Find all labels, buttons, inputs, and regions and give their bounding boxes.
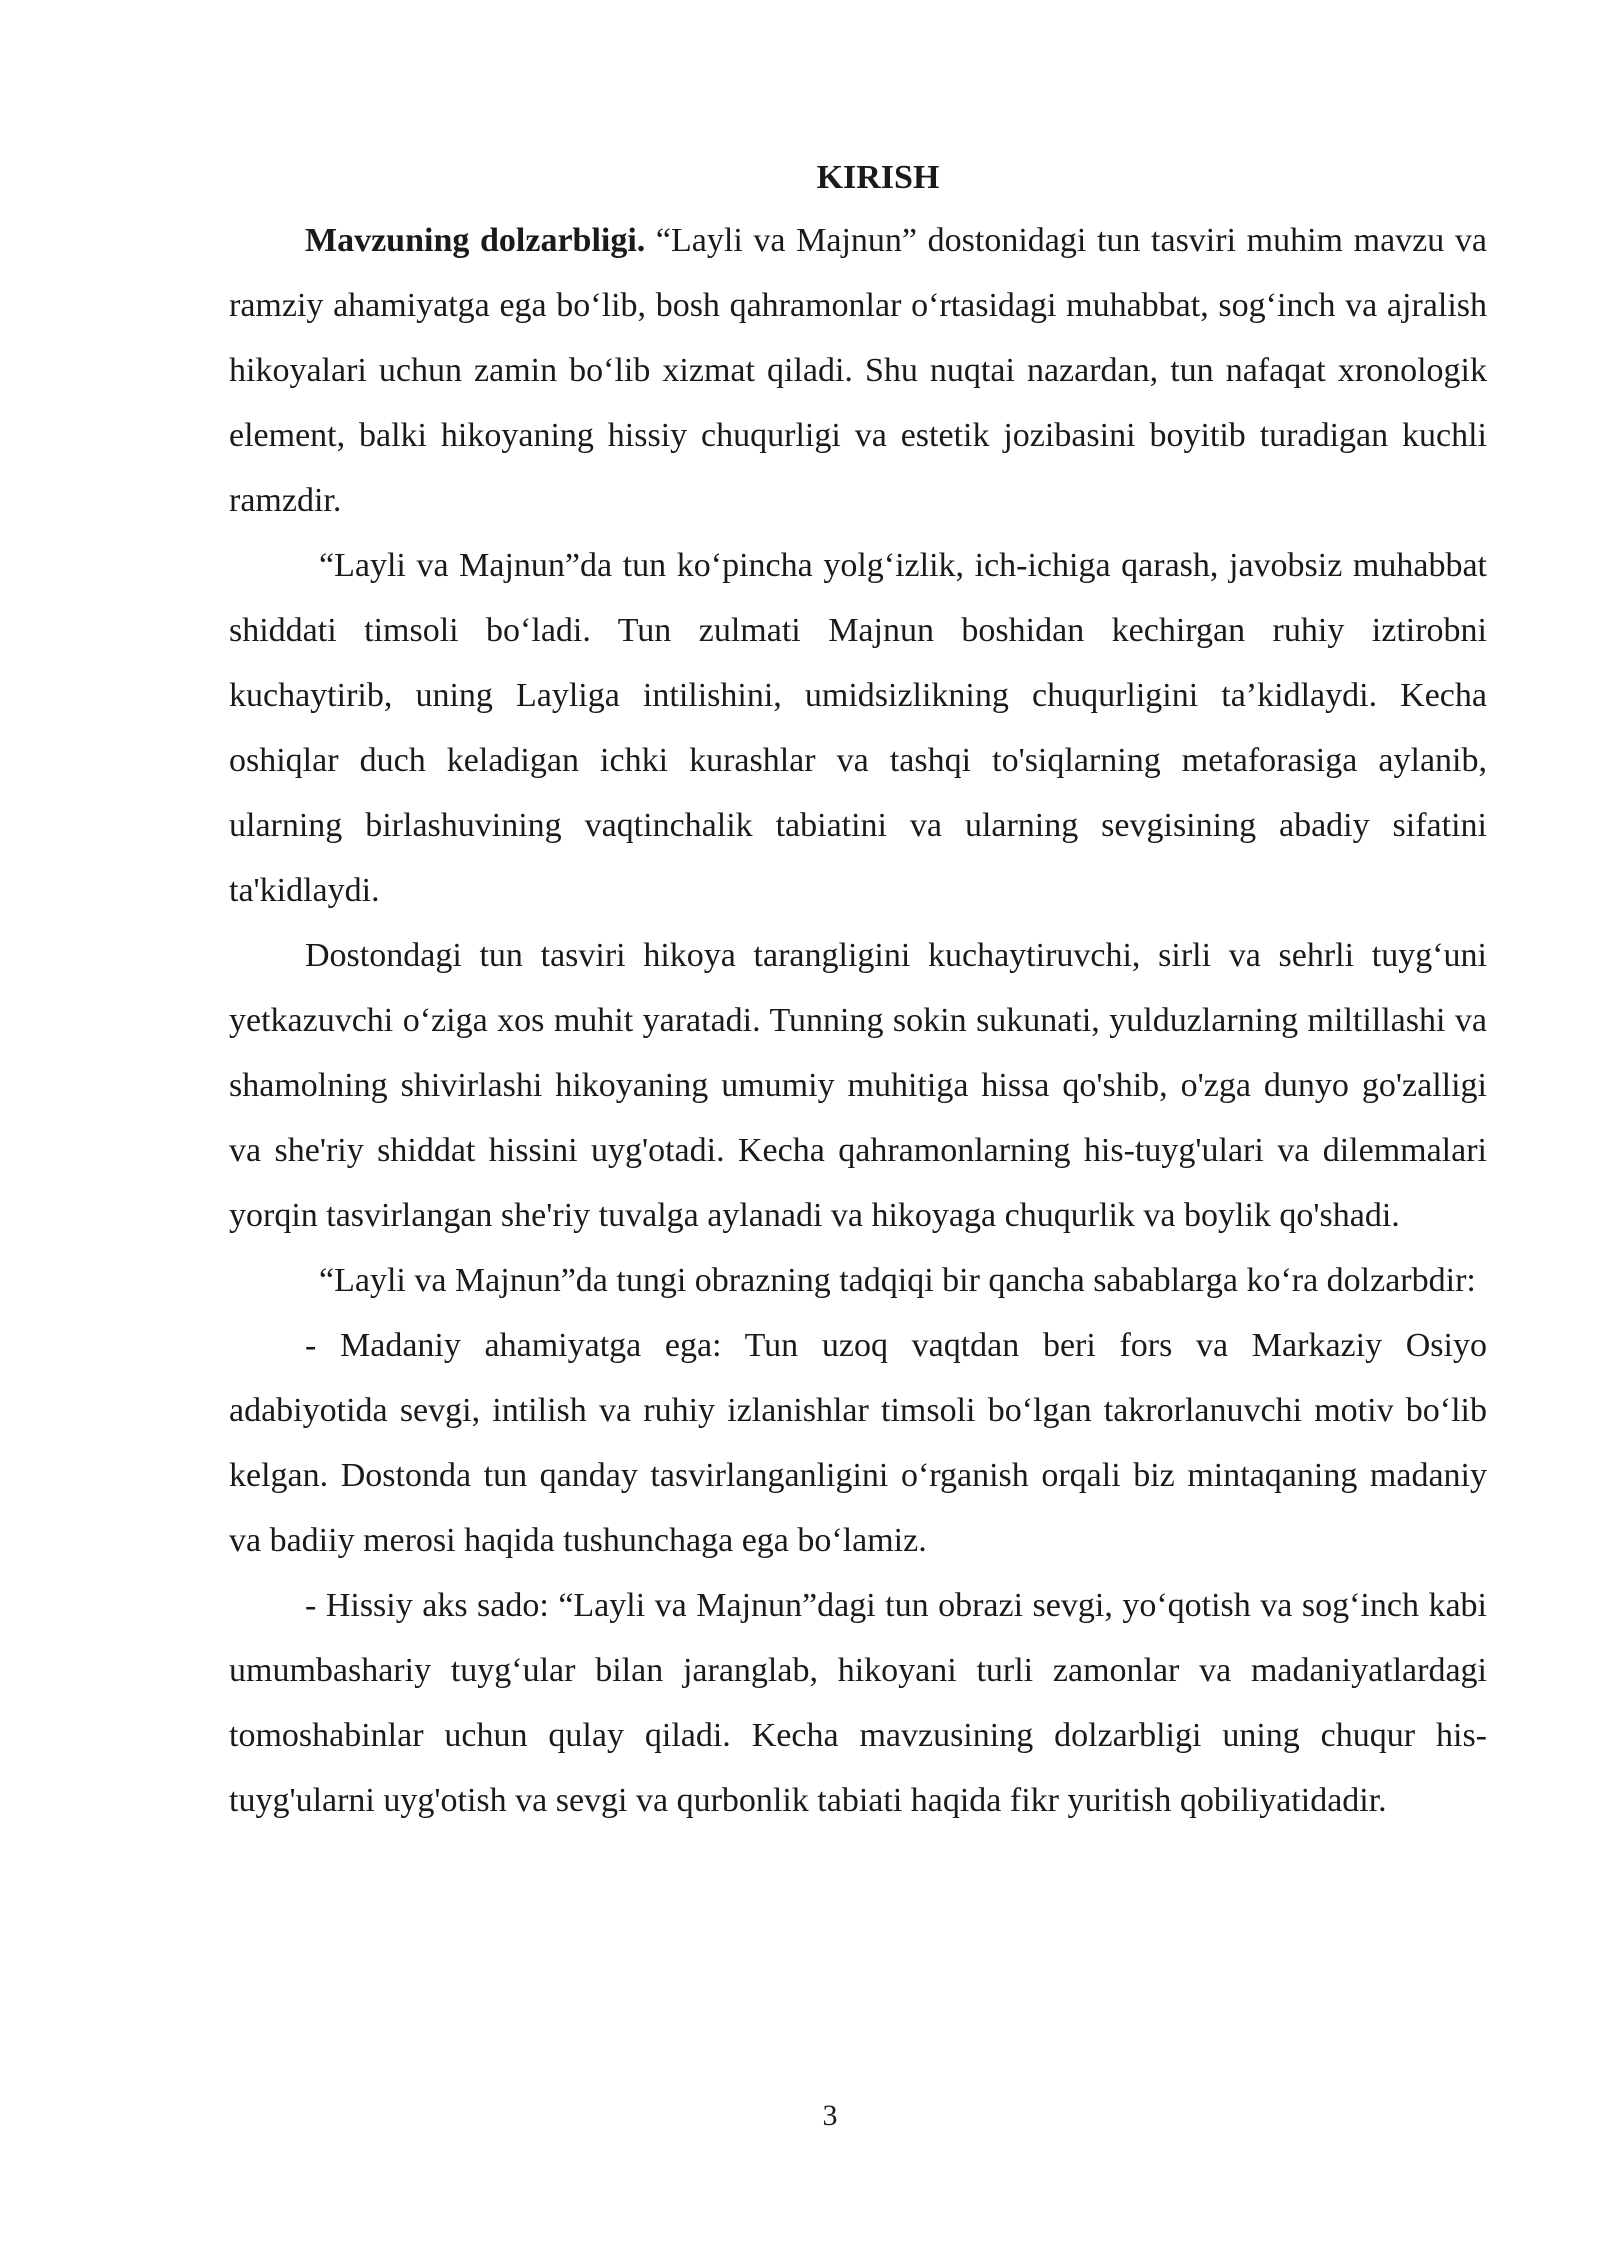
paragraph-atmosphere bbox=[229, 923, 1487, 1248]
paragraph-night-symbol bbox=[229, 533, 1487, 923]
section-heading: KIRISH bbox=[816, 159, 940, 196]
paragraph-text: Dostondagi tun tasviri hikoya tarangligini kuchaytiruvchi, sirli va sehrli tuyg‘uni yetkazuvchi o‘ziga xos muhit yaratadi. Tunning sokin sukunati, yulduzlarning miltillashi va shamolning shivirlashi hikoyaning umumiy muhitiga hissa qo'shib, o'zga dunyo go'zalligi va she'riy shiddat hissini uyg'otadi. Kecha qahramonlarning his-tuyg'ulari va dilemmalari yorqin tasvirlangan she'riy tuvalga aylanadi va hikoyaga chuqurlik va boylik qo'shadi. bbox=[229, 937, 1487, 1234]
page-number: 3 bbox=[822, 2099, 838, 2132]
page-body bbox=[229, 148, 1487, 1833]
paragraph-text: “Layli va Majnun”da tungi obrazning tadqiqi bir qancha sabablarga ko‘ra dolzarbdir: bbox=[319, 1262, 1476, 1299]
paragraph-text: - Madaniy ahamiyatga ega: Tun uzoq vaqtdan beri fors va Markaziy Osiyo adabiyotida sevgi, intilish va ruhiy izlanishlar timsoli bo‘lgan takrorlanuvchi motiv bo‘lib kelgan. Dostonda tun qanday tasvirlanganligini o‘rganish orqali biz mintaqaning madaniy va badiiy merosi haqida tushunchaga ega bo‘lamiz. bbox=[229, 1327, 1487, 1559]
paragraph-text: - Hissiy aks sado: “Layli va Majnun”dagi tun obrazi sevgi, yo‘qotish va sog‘inch kabi umumbashariy tuyg‘ular bilan jaranglab, hikoyani turli zamonlar va madaniyatlardagi tomoshabinlar uchun qulay qiladi. Kecha mavzusining dolzarbligi uning chuqur his-tuyg'ularni uyg'otish va sevgi va qurbonlik tabiati haqida fikr yuritish qobiliyatidadir. bbox=[229, 1587, 1487, 1819]
paragraph-reasons-intro bbox=[229, 1248, 1487, 1313]
paragraph-text: “Layli va Majnun”da tun ko‘pincha yolg‘izlik, ich-ichiga qarash, javobsiz muhabbat shiddati timsoli bo‘ladi. Tun zulmati Majnun boshidan kechirgan ruhiy iztirobni kuchaytirib, uning Layliga intilishini, umidsizlikning chuqurligini ta’kidlaydi. Kecha oshiqlar duch keladigan ichki kurashlar va tashqi to'siqlarning metaforasiga aylanib, ularning birlashuvining vaqtinchalik tabiatini va ularning sevgisining abadiy sifatini ta'kidlaydi. bbox=[229, 547, 1487, 909]
paragraph-text: “Layli va Majnun” dostonidagi tun tasviri muhim mavzu va ramziy ahamiyatga ega bo‘lib, bosh qahramonlar o‘rtasidagi muhabbat, sog‘inch va ajralish hikoyalari uchun zamin bo‘lib xizmat qiladi. Shu nuqtai nazardan, tun nafaqat xronologik element, balki hikoyaning hissiy chuqurligi va estetik jozibasini boyitib turadigan kuchli ramzdir. bbox=[229, 222, 1487, 519]
paragraph-relevance bbox=[229, 208, 1487, 533]
list-item-emotional bbox=[229, 1573, 1487, 1833]
paragraph-lead: Mavzuning dolzarbligi. bbox=[305, 222, 646, 259]
list-item-cultural bbox=[229, 1313, 1487, 1573]
